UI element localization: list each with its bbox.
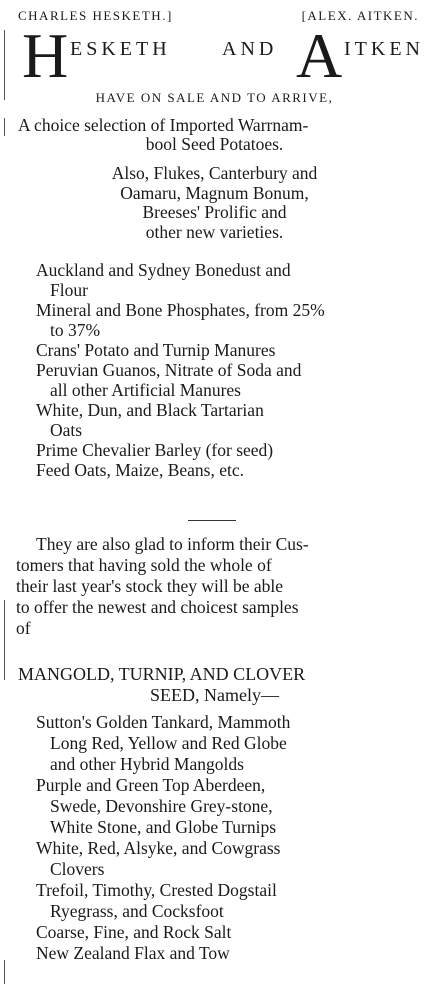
intro-block <box>0 116 429 154</box>
product-list-1 <box>0 260 429 480</box>
paragraph-line: tomers that having sold the whole of <box>16 555 272 575</box>
list-item-line: Feed Oats, Maize, Beans, etc. <box>36 460 244 480</box>
list-item <box>0 260 429 300</box>
paragraph-line: their last year's stock they will be able <box>16 576 284 596</box>
list-item-line: White, Red, Alsyke, and Cowgrass <box>36 838 281 858</box>
list-item <box>0 775 429 838</box>
list-item-line: White Stone, and Globe Turnips <box>50 817 277 837</box>
list-item <box>0 712 429 775</box>
left-partner-name: CHARLES HESKETH.] <box>18 8 173 23</box>
list-item-line: Trefoil, Timothy, Crested Dogstail <box>36 880 277 900</box>
firm-initial-h: H <box>22 20 69 91</box>
partner-names <box>18 8 419 24</box>
firm-name <box>14 20 424 91</box>
list-item-line: Coarse, Fine, and Rock Salt <box>36 922 232 942</box>
also-block <box>0 164 429 242</box>
list-item-line: Peruvian Guanos, Nitrate of Soda and <box>36 360 302 380</box>
paragraph-block <box>0 534 429 639</box>
also-line: Breeses' Prolific and <box>142 202 287 222</box>
list-item-line: Auckland and Sydney Bonedust and <box>36 260 291 280</box>
firm-initial-a: A <box>296 20 343 91</box>
list-item <box>0 838 429 880</box>
list-item <box>0 360 429 400</box>
seed-heading-line: MANGOLD, TURNIP, AND CLOVER <box>18 664 306 684</box>
list-item-line: Swede, Devonshire Grey-stone, <box>50 796 273 816</box>
list-item <box>0 440 429 460</box>
list-item-line: to 37% <box>50 320 101 340</box>
also-line: Also, Flukes, Canterbury and <box>111 163 318 183</box>
list-item-line: Clovers <box>50 859 105 879</box>
product-list-2 <box>0 712 429 964</box>
section-divider <box>188 520 236 521</box>
paragraph-line: of <box>16 618 31 638</box>
intro-line: A choice selection of Imported Warrnam- <box>18 115 309 135</box>
subheading: HAVE ON SALE AND TO ARRIVE, <box>95 90 334 105</box>
firm-name-part1: ESKETH <box>70 38 171 60</box>
list-item <box>0 880 429 922</box>
list-item-line: Purple and Green Top Aberdeen, <box>36 775 266 795</box>
list-item-line: Sutton's Golden Tankard, Mammoth <box>36 712 291 732</box>
list-item-line: Long Red, Yellow and Red Globe <box>50 733 287 753</box>
list-item-line: Crans' Potato and Turnip Manures <box>36 340 276 360</box>
list-item <box>0 943 429 964</box>
list-item-line: Flour <box>50 280 88 300</box>
also-line: other new varieties. <box>145 221 284 242</box>
list-item <box>0 922 429 943</box>
list-item <box>0 400 429 440</box>
firm-name-and: AND <box>222 38 278 60</box>
list-item-line: Prime Chevalier Barley (for seed) <box>36 440 274 460</box>
intro-line: bool Seed Potatoes. <box>145 134 284 154</box>
list-item-line: White, Dun, and Black Tartarian <box>36 400 264 420</box>
firm-name-part2: ITKEN <box>344 38 424 60</box>
seed-heading <box>0 664 429 706</box>
list-item-line: Mineral and Bone Phosphates, from 25% <box>36 300 325 320</box>
list-item-line: all other Artificial Manures <box>50 380 241 400</box>
seed-heading-line: SEED, Namely— <box>150 685 279 705</box>
list-item <box>0 300 429 340</box>
also-line: Oamaru, Magnum Bonum, <box>120 182 309 203</box>
list-item-line: Ryegrass, and Cocksfoot <box>50 901 224 921</box>
paragraph-line: to offer the newest and choicest samples <box>16 597 299 617</box>
paragraph-line: They are also glad to inform their Cus- <box>36 534 309 554</box>
list-item-line: New Zealand Flax and Tow <box>36 943 230 963</box>
list-item <box>0 460 429 480</box>
list-item <box>0 340 429 360</box>
list-item-line: Oats <box>50 420 83 440</box>
list-item-line: and other Hybrid Mangolds <box>50 754 244 774</box>
right-partner-name: [ALEX. AITKEN. <box>301 8 419 23</box>
